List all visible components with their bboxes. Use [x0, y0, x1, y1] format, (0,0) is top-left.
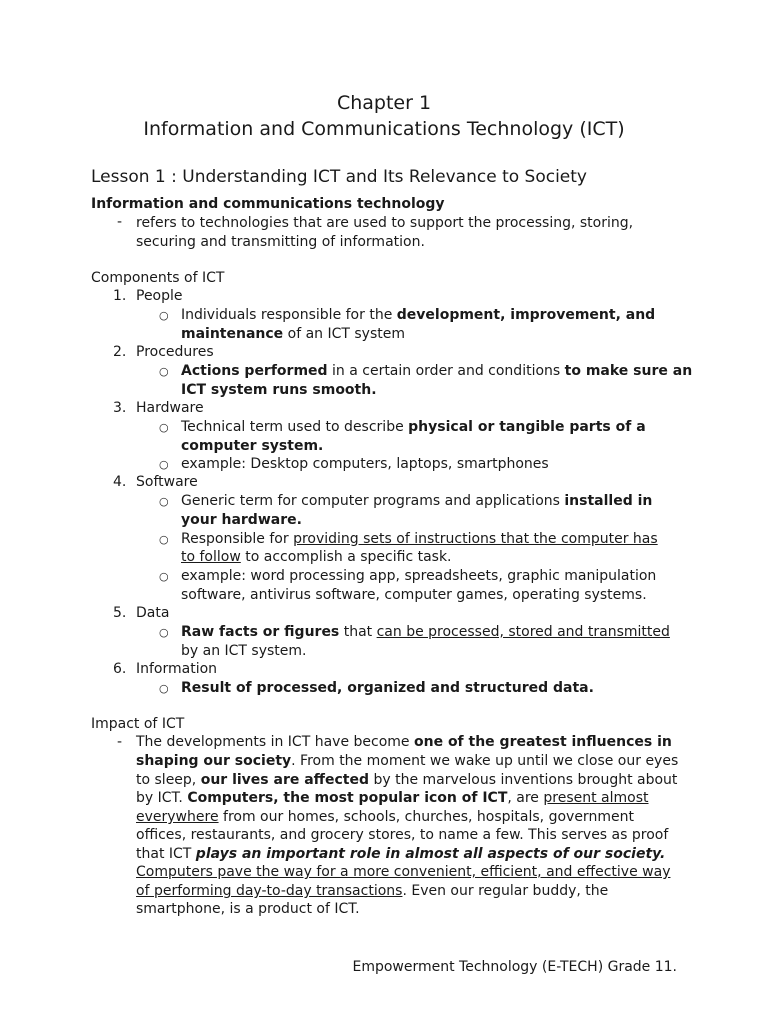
- impact-heading: Impact of ICT: [91, 716, 185, 732]
- data-desc-line-1: Raw facts or figures that can be processed, stored and transmitted: [181, 624, 670, 640]
- impact-line-5: everywhere from our homes, schools, churches, hospitals, government: [136, 809, 634, 825]
- definition-line-1: refers to technologies that are used to support the processing, storing,: [136, 215, 634, 231]
- data-desc-line-2: by an ICT system.: [181, 643, 307, 659]
- component-people: People: [136, 288, 183, 304]
- impact-line-3: to sleep, our lives are affected by the marvelous inventions brought about: [136, 772, 678, 788]
- bullet-icon: ○: [159, 533, 169, 546]
- impact-line-9: of performing day-to-day transactions. Even our regular buddy, the: [136, 883, 609, 899]
- bullet-icon: ○: [159, 570, 169, 583]
- list-number: 1.: [113, 288, 127, 304]
- hardware-desc-line-1: Technical term used to describe physical or tangible parts of a: [181, 419, 646, 435]
- chapter-title: Chapter 1: [336, 92, 432, 114]
- impact-line-1: The developments in ICT have become one of the greatest influences in: [136, 734, 672, 750]
- bullet-icon: ○: [159, 458, 169, 471]
- component-data: Data: [136, 605, 170, 621]
- definition-term: Information and communications technology: [91, 196, 445, 212]
- list-number: 4.: [113, 474, 127, 490]
- procedures-desc-line-2: ICT system runs smooth.: [181, 382, 377, 398]
- bullet-icon: ○: [159, 626, 169, 639]
- bullet-icon: ○: [159, 682, 169, 695]
- list-number: 5.: [113, 605, 127, 621]
- software-example-line-1: example: word processing app, spreadsheets, graphic manipulation: [181, 568, 657, 584]
- page-footer: Empowerment Technology (E-TECH) Grade 11.: [352, 959, 677, 975]
- software-resp-line-2: to follow to accomplish a specific task.: [181, 549, 452, 565]
- impact-line-10: smartphone, is a product of ICT.: [136, 901, 360, 917]
- bullet-icon: ○: [159, 421, 169, 434]
- information-desc: Result of processed, organized and structured data.: [181, 680, 594, 696]
- procedures-desc-line-1: Actions performed in a certain order and conditions to make sure an: [181, 363, 693, 379]
- software-example-line-2: software, antivirus software, computer games, operating systems.: [181, 587, 647, 603]
- impact-line-2: shaping our society. From the moment we wake up until we close our eyes: [136, 753, 679, 769]
- impact-dash: -: [117, 734, 123, 750]
- bullet-icon: ○: [159, 365, 169, 378]
- list-number: 6.: [113, 661, 127, 677]
- components-heading: Components of ICT: [91, 270, 225, 286]
- impact-line-6: offices, restaurants, and grocery stores, to name a few. This serves as proof: [136, 827, 669, 843]
- chapter-subtitle: Information and Communications Technology (ICT): [143, 118, 625, 140]
- list-number: 3.: [113, 400, 127, 416]
- bullet-icon: ○: [159, 309, 169, 322]
- people-desc-line-2: maintenance of an ICT system: [181, 326, 405, 342]
- hardware-example: example: Desktop computers, laptops, smartphones: [181, 456, 549, 472]
- bullet-icon: ○: [159, 495, 169, 508]
- software-resp-line-1: Responsible for providing sets of instructions that the computer has: [181, 531, 658, 547]
- component-hardware: Hardware: [136, 400, 204, 416]
- hardware-desc-line-2: computer system.: [181, 438, 324, 454]
- component-software: Software: [136, 474, 198, 490]
- list-number: 2.: [113, 344, 127, 360]
- impact-line-4: by ICT. Computers, the most popular icon of ICT, are present almost: [136, 790, 649, 806]
- definition-dash: -: [117, 214, 123, 230]
- component-information: Information: [136, 661, 218, 677]
- software-desc-line-1: Generic term for computer programs and applications installed in: [181, 493, 653, 509]
- definition-line-2: securing and transmitting of information.: [136, 234, 425, 250]
- software-desc-line-2: your hardware.: [181, 512, 302, 528]
- impact-line-7: that ICT plays an important role in almost all aspects of our society.: [136, 846, 666, 862]
- lesson-title: Lesson 1 : Understanding ICT and Its Relevance to Society: [91, 167, 587, 187]
- impact-line-8: Computers pave the way for a more convenient, efficient, and effective way: [136, 864, 671, 880]
- component-procedures: Procedures: [136, 344, 214, 360]
- people-desc-line-1: Individuals responsible for the development, improvement, and: [181, 307, 656, 323]
